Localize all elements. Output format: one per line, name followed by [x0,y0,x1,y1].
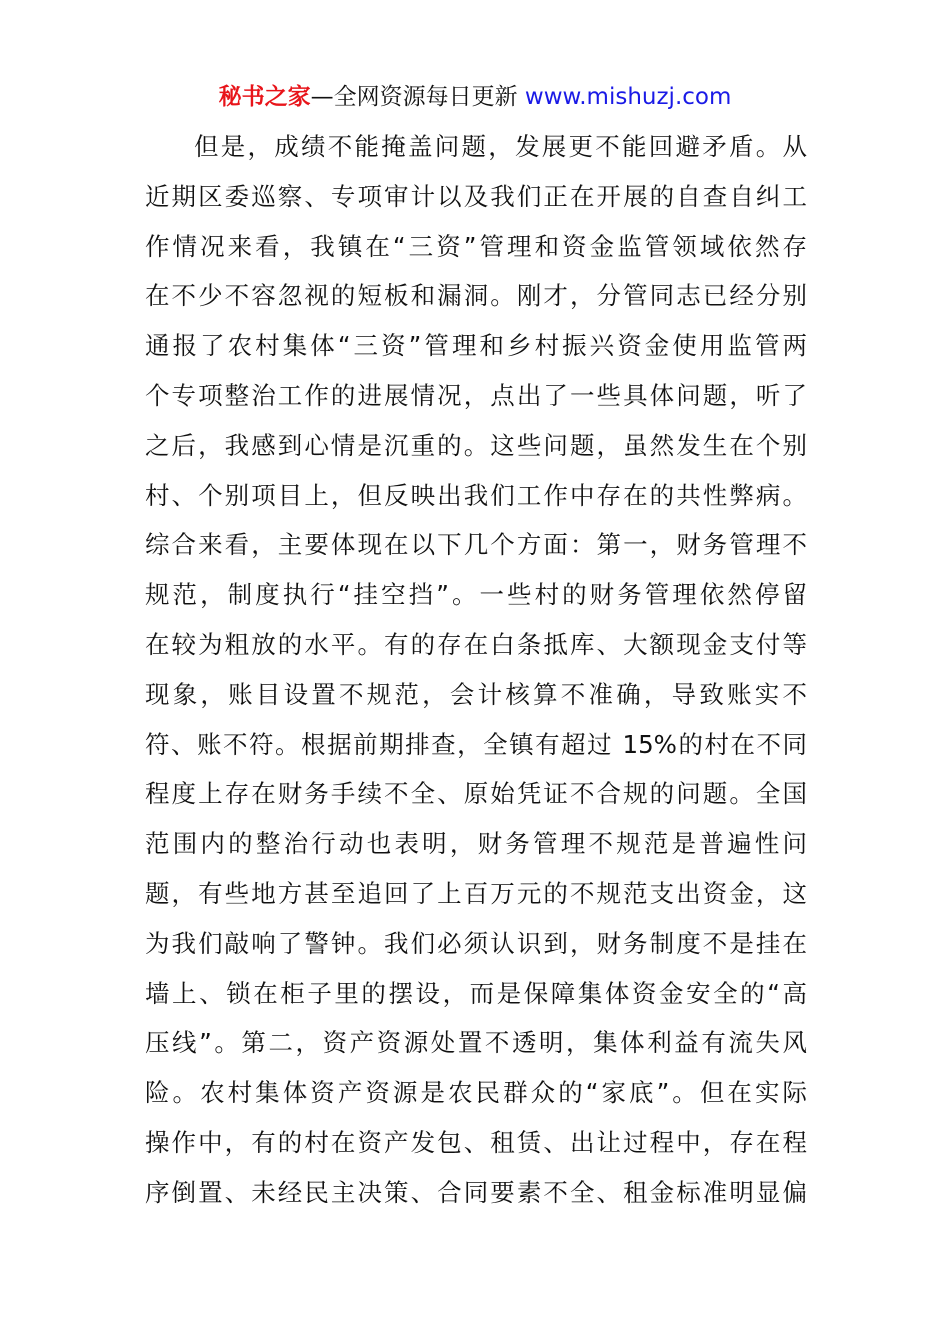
paragraph-line: 个专项整治工作的进展情况，点出了一些具体问题，听了 [145,380,807,410]
paragraph-line: 村、个别项目上，但反映出我们工作中存在的共性弊病。 [145,480,807,510]
paragraph-line: 序倒置、未经民主决策、合同要素不全、租金标准明显偏 [145,1177,807,1207]
paragraph-line: 程度上存在财务手续不全、原始凭证不合规的问题。全国 [145,779,807,809]
paragraph-line: 题，有些地方甚至追回了上百万元的不规范支出资金，这 [145,878,807,908]
paragraph-line: 通报了农村集体“三资”管理和乡村振兴资金使用监管两 [145,331,807,361]
paragraph-line: 近期区委巡察、专项审计以及我们正在开展的自查自纠工 [145,181,807,211]
paragraph-line: 墙上、锁在柜子里的摆设，而是保障集体资金安全的“高 [145,978,807,1008]
paragraph-line: 现象，账目设置不规范，会计核算不准确，导致账实不 [145,679,807,709]
paragraph-line: 符、账不符。根据前期排查，全镇有超过 15%的村在不同 [145,729,807,759]
paragraph-line: 操作中，有的村在资产发包、租赁、出让过程中，存在程 [145,1127,807,1157]
paragraph-line: 险。农村集体资产资源是农民群众的“家底”。但在实际 [145,1078,807,1108]
paragraph-line: 规范，制度执行“挂空挡”。一些村的财务管理依然停留 [145,580,807,610]
paragraph-line: 在较为粗放的水平。有的存在白条抵库、大额现金支付等 [145,629,807,659]
paragraph-line: 但是，成绩不能掩盖问题，发展更不能回避矛盾。从 [194,132,807,161]
document-body [145,122,807,1218]
site-url-link[interactable]: www.mishuzj.com [524,84,732,110]
paragraph-line: 之后，我感到心情是沉重的。这些问题，虽然发生在个别 [145,430,807,460]
page-header [0,80,950,114]
paragraph-line: 为我们敲响了警钟。我们必须认识到，财务制度不是挂在 [145,928,807,958]
paragraph-line: 作情况来看，我镇在“三资”管理和资金监管领域依然存 [145,231,807,261]
header-tagline: —全网资源每日更新 [310,84,518,110]
paragraph-line: 压线”。第二，资产资源处置不透明，集体利益有流失风 [145,1028,807,1058]
paragraph-line: 在不少不容忽视的短板和漏洞。刚才，分管同志已经分别 [145,281,807,311]
paragraph-line: 范围内的整治行动也表明，财务管理不规范是普遍性问 [145,829,807,859]
paragraph-line: 综合来看，主要体现在以下几个方面：第一，财务管理不 [145,530,807,560]
brand-name: 秘书之家 [218,84,311,110]
